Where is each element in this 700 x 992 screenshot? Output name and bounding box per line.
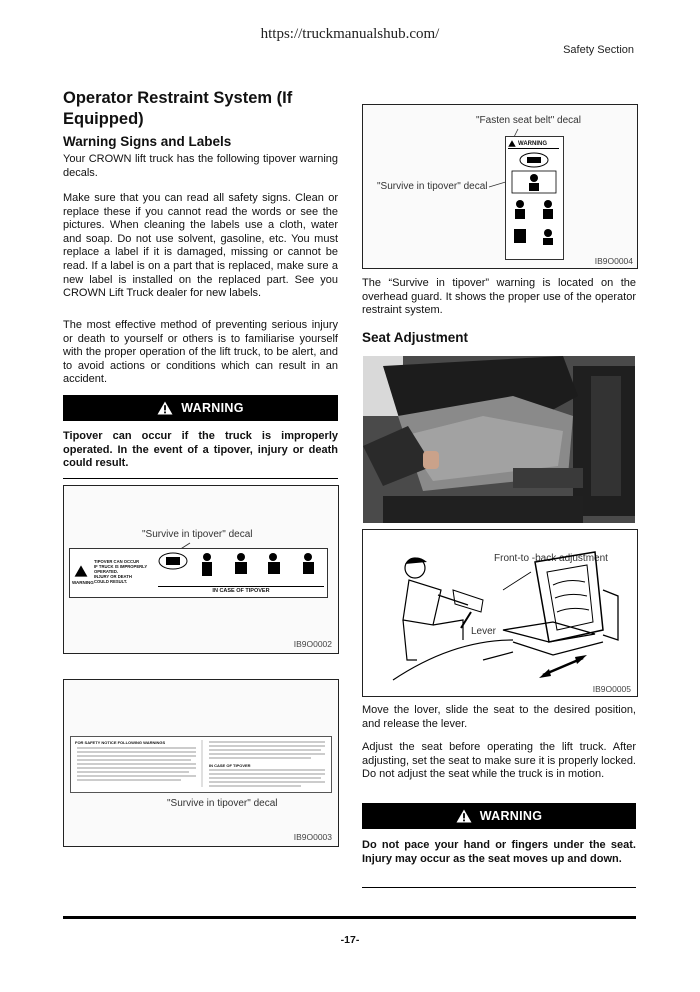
decal-line: INJURY OR DEATH [94,574,132,579]
warning-label: WARNING [181,401,244,415]
warning-text-seat: Do not pace your hand or fingers under the seat. Injury may occur as the seat moves up and down. [362,839,636,865]
warning-banner [63,395,338,421]
decal-heading-right: IN CASE OF TIPOVER [209,763,251,768]
decal-warning-header [508,139,559,149]
figure-survive-tipover-decal-2 [63,679,339,847]
photo-illustration [363,356,635,523]
decal-line: TIPOVER CAN OCCUR [94,559,140,564]
safety-notice-decal-graphic [70,736,332,793]
lean-pictogram-icon [260,551,290,583]
tipover-decal-graphic [69,548,328,598]
warning-text-tipover: Tipover can occur if the truck is improperly operated. In the event of a tipover, injury or death could result. [63,430,338,470]
figure-label-fasten: "Fasten seat belt" decal [476,115,581,126]
figure-seatbelt-decal [362,104,638,269]
decal-line: IF TRUCK IS IMPROPERLY [94,564,148,569]
decal-warning-word: WARNING [518,140,547,147]
paragraph-overhead-guard: The “Survive in tipover” warning is located on the overhead guard. It shows the proper use of the operator restraint system. [362,277,636,317]
figure-seat-adjustment [362,529,638,697]
seat-adjustment-drawing [363,530,637,696]
seat-adjustment-photo [363,356,635,523]
decal-pictograms [506,149,563,259]
warning-triangle-icon [74,565,88,577]
figure-arrows [363,105,637,268]
figure-id: IB9O0005 [592,684,631,694]
figure-id: IB9O0004 [594,256,633,266]
subtitle-seat-adjustment: Seat Adjustment [362,330,469,345]
warning-divider [63,478,338,479]
seatbelt-pictogram-icon [192,551,222,583]
figure-label-front-back: Front-to -back adjustment [494,553,608,564]
brace-pictogram-icon [226,551,256,583]
warning-divider-seat [362,887,636,888]
warning-triangle-icon [508,140,516,147]
vertical-decal-graphic [505,136,564,260]
paragraph-prevent-injury: The most effective method of preventing serious injury or death to yourself or others is to familiarise yourself with the proper operation of the lift truck, to be alert, and to avoid actions or conditions which can result in an accident. [63,319,338,386]
figure-id: IB9O0003 [293,832,332,842]
source-url: https://truckmanualshub.com/ [260,26,440,42]
figure-label-survive: "Survive in tipover" decal [377,181,488,192]
section-label: Safety Section [563,44,634,56]
page-number: -17- [340,934,360,946]
footer-rule [63,916,636,919]
warning-banner-seat [362,803,636,829]
tipover-pictogram-icon [156,551,190,575]
warning-triangle-icon [456,809,472,823]
page-title: Operator Restraint System (If Equipped) [63,89,293,128]
hold-pictogram-icon [294,551,324,583]
decal-line: OPERATED. [94,569,119,574]
figure-label: "Survive in tipover" decal [167,798,278,809]
warning-triangle-icon [157,401,173,415]
subtitle-warning-signs: Warning Signs and Labels [63,134,232,149]
decal-line: COULD RESULT. [94,579,128,584]
decal-text-block [94,559,156,584]
decal-footer: IN CASE OF TIPOVER [158,586,324,596]
figure-id: IB9O0002 [293,639,332,649]
decal-fine-print [71,737,329,790]
decal-heading-left: FOR SAFETY NOTICE FOLLOWING WARNINGS [75,740,166,745]
decal-warning-word: WARNING [72,580,94,585]
figure-label: "Survive in tipover" decal [142,529,253,540]
figure-survive-tipover-decal-1 [63,485,339,654]
warning-label: WARNING [479,809,543,823]
paragraph-decals: Your CROWN lift truck has the following tipover warning decals. [63,153,338,179]
paragraph-read-signs: Make sure that you can read all safety signs. Clean or replace these if you cannot read the words or see the pictures. When cleaning the labels use a cloth, water and soap. Do not use solvent, gasoline, etc. You must replace a label if it is damaged, missing or cannot be read. If a label is on a part that is replaced, make sure a new label is installed on the replaced part. See you CROWN Lift Truck dealer for new labels. [63,192,338,300]
paragraph-move-lever: Move the lover, slide the seat to the desired position, and release the lever. [362,704,636,730]
paragraph-adjust-seat: Adjust the seat before operating the lift truck. After adjusting, set the seat to make sure it is properly locked. Do not adjust the seat while the truck is in motion. [362,741,636,781]
figure-label-lever: Lever [471,626,497,637]
